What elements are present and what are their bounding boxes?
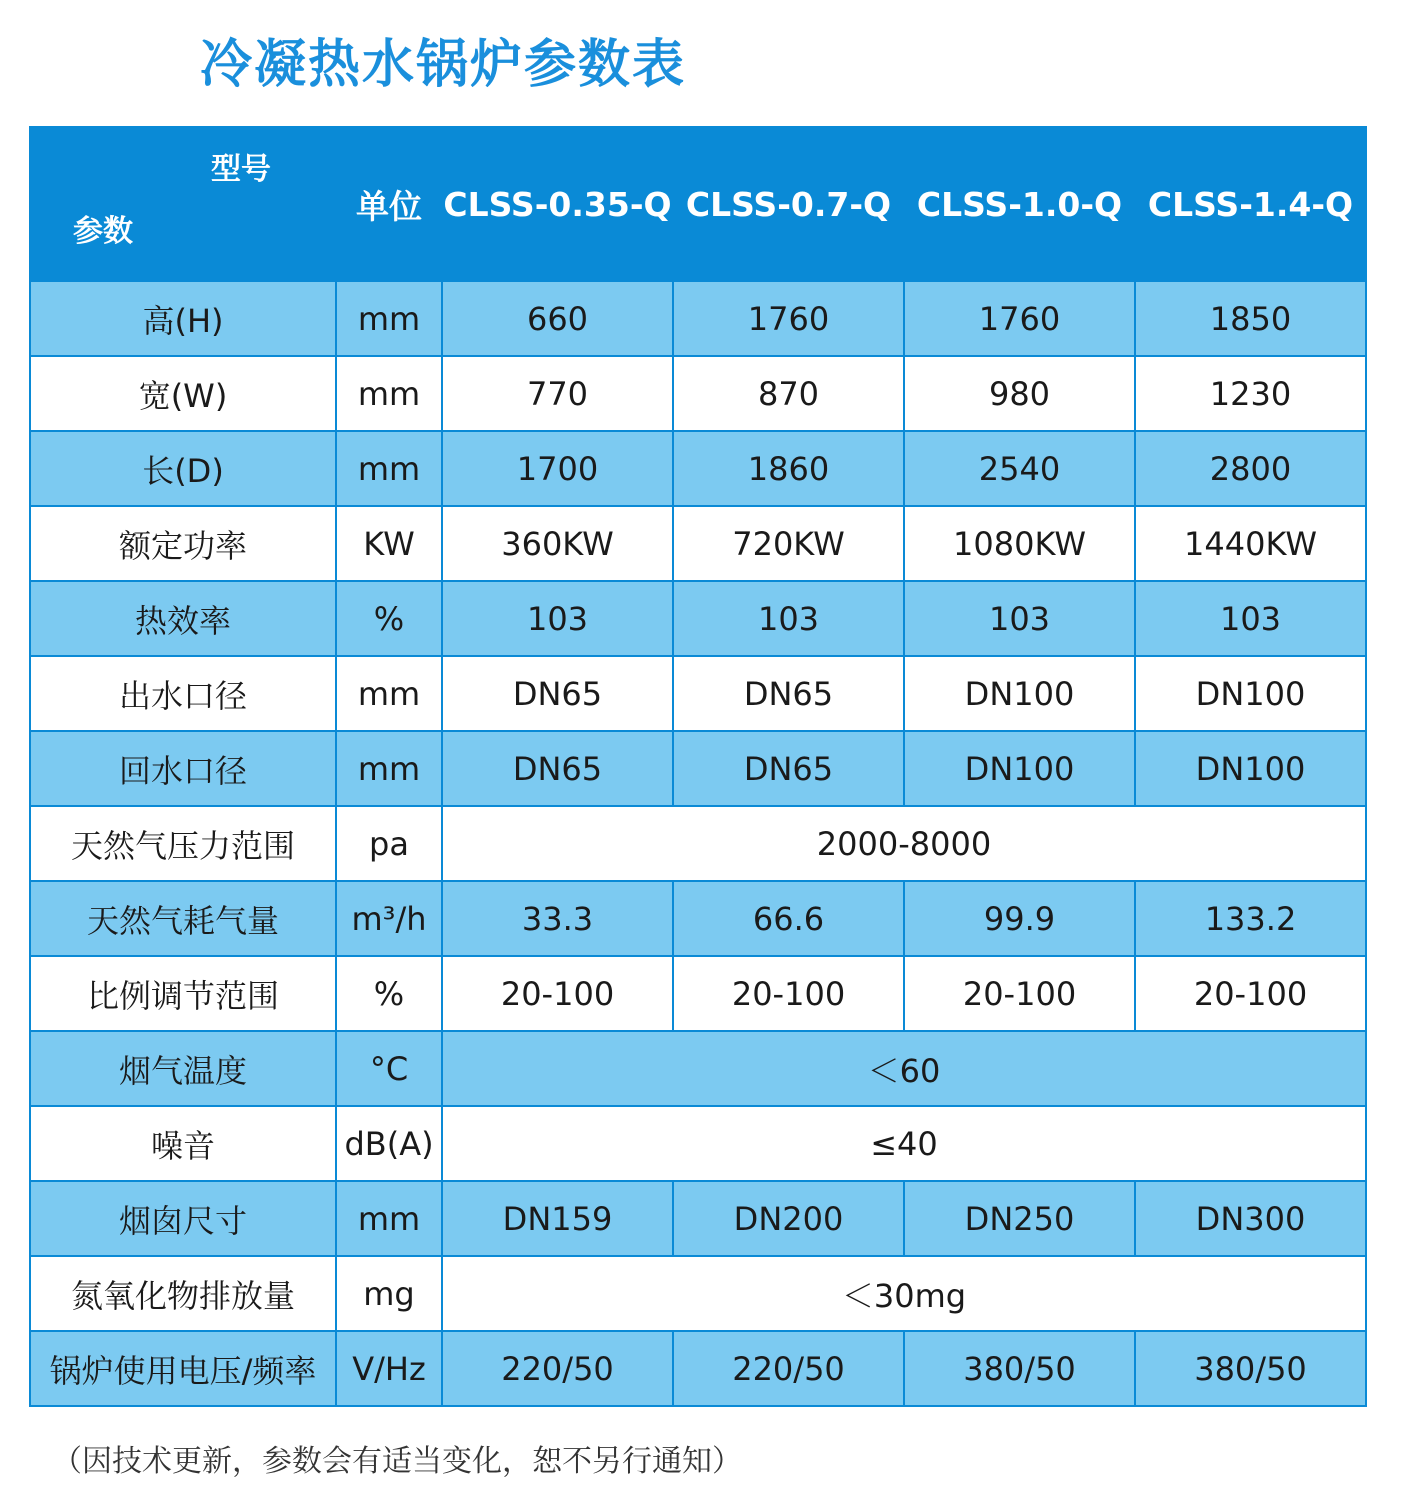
unit-cell: % [336,581,442,656]
table-row [30,806,1366,881]
value-cell: 20-100 [673,956,904,1031]
value-cell: 66.6 [673,881,904,956]
value-cell: DN65 [673,731,904,806]
value-cell: 1760 [673,281,904,356]
model-header: CLSS-0.35-Q [442,127,673,281]
model-label: 型号 [211,152,271,187]
value-cell: 20-100 [904,956,1135,1031]
table-row [30,281,1366,356]
unit-cell: m³/h [336,881,442,956]
param-cell: 噪音 [30,1106,336,1181]
value-cell: 99.9 [904,881,1135,956]
param-cell: 高(H) [30,281,336,356]
value-cell: 870 [673,356,904,431]
value-cell: 1760 [904,281,1135,356]
param-cell: 锅炉使用电压/频率 [30,1331,336,1406]
table-header-row [30,127,1366,281]
table-row [30,731,1366,806]
param-cell: 烟气温度 [30,1031,336,1106]
table-row [30,356,1366,431]
unit-cell: mg [336,1256,442,1331]
page-title: 冷凝热水锅炉参数表 [200,35,687,95]
param-cell: 烟囱尺寸 [30,1181,336,1256]
param-cell: 宽(W) [30,356,336,431]
value-cell: 103 [673,581,904,656]
parameter-table [29,126,1367,1407]
table-row [30,1331,1366,1406]
merged-value-cell: ＜60 [442,1031,1366,1106]
unit-cell: KW [336,506,442,581]
table-row [30,956,1366,1031]
table-body [30,281,1366,1406]
value-cell: 1860 [673,431,904,506]
value-cell: DN65 [673,656,904,731]
table-row [30,1031,1366,1106]
value-cell: 2800 [1135,431,1366,506]
unit-cell: mm [336,281,442,356]
value-cell: 103 [904,581,1135,656]
table-row [30,581,1366,656]
param-cell: 天然气耗气量 [30,881,336,956]
table-row [30,1106,1366,1181]
value-cell: 103 [442,581,673,656]
value-cell: DN100 [904,731,1135,806]
table-row [30,881,1366,956]
param-label: 参数 [73,214,133,249]
param-cell: 热效率 [30,581,336,656]
table-row [30,1181,1366,1256]
value-cell: DN250 [904,1181,1135,1256]
unit-cell: pa [336,806,442,881]
value-cell: DN100 [1135,656,1366,731]
unit-cell: mm [336,1181,442,1256]
value-cell: 980 [904,356,1135,431]
unit-cell: V/Hz [336,1331,442,1406]
model-header: CLSS-0.7-Q [673,127,904,281]
unit-cell: °C [336,1031,442,1106]
value-cell: 1440KW [1135,506,1366,581]
value-cell: 360KW [442,506,673,581]
table-row [30,506,1366,581]
value-cell: 660 [442,281,673,356]
model-header: CLSS-1.0-Q [904,127,1135,281]
value-cell: 1080KW [904,506,1135,581]
footnote: （因技术更新，参数会有适当变化，恕不另行通知） [52,1444,742,1479]
merged-value-cell: 2000-8000 [442,806,1366,881]
value-cell: DN300 [1135,1181,1366,1256]
value-cell: 380/50 [904,1331,1135,1406]
value-cell: 33.3 [442,881,673,956]
param-cell: 回水口径 [30,731,336,806]
value-cell: DN65 [442,731,673,806]
value-cell: 220/50 [442,1331,673,1406]
param-cell: 额定功率 [30,506,336,581]
param-cell: 氮氧化物排放量 [30,1256,336,1331]
param-cell: 天然气压力范围 [30,806,336,881]
value-cell: DN65 [442,656,673,731]
value-cell: DN100 [904,656,1135,731]
value-cell: 380/50 [1135,1331,1366,1406]
unit-cell: mm [336,656,442,731]
value-cell: 770 [442,356,673,431]
unit-cell: % [336,956,442,1031]
corner-header [30,127,336,281]
table-row [30,656,1366,731]
value-cell: DN100 [1135,731,1366,806]
value-cell: 20-100 [442,956,673,1031]
unit-header: 单位 [336,127,442,281]
table-row [30,431,1366,506]
unit-cell: mm [336,431,442,506]
param-cell: 长(D) [30,431,336,506]
unit-cell: mm [336,731,442,806]
value-cell: 720KW [673,506,904,581]
value-cell: 1230 [1135,356,1366,431]
model-header: CLSS-1.4-Q [1135,127,1366,281]
value-cell: 103 [1135,581,1366,656]
unit-cell: mm [336,356,442,431]
value-cell: DN159 [442,1181,673,1256]
merged-value-cell: ＜30mg [442,1256,1366,1331]
value-cell: 133.2 [1135,881,1366,956]
value-cell: 2540 [904,431,1135,506]
value-cell: DN200 [673,1181,904,1256]
param-cell: 出水口径 [30,656,336,731]
value-cell: 1850 [1135,281,1366,356]
value-cell: 1700 [442,431,673,506]
table-row [30,1256,1366,1331]
value-cell: 20-100 [1135,956,1366,1031]
param-cell: 比例调节范围 [30,956,336,1031]
unit-cell: dB(A) [336,1106,442,1181]
merged-value-cell: ≤40 [442,1106,1366,1181]
value-cell: 220/50 [673,1331,904,1406]
